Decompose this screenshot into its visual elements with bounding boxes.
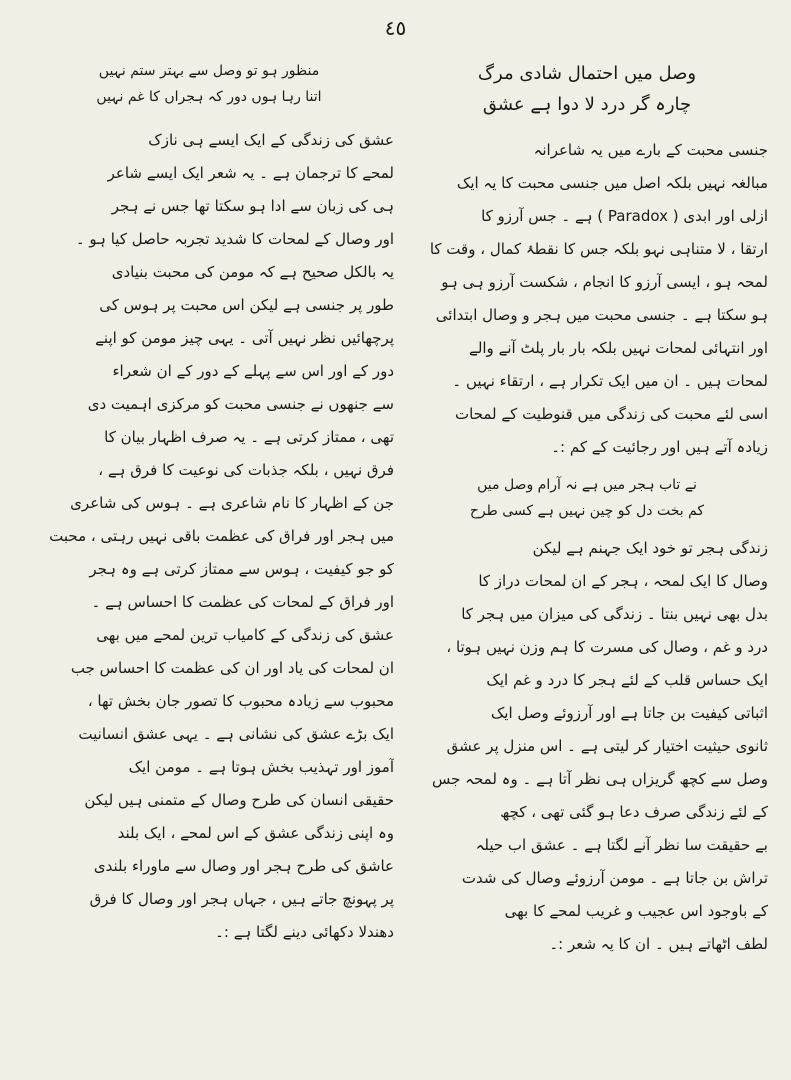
text-line: وصل سے کچھ گریزاں ہی نظر آتا ہے ۔ وہ لمحہ جس bbox=[432, 770, 768, 788]
text-line: یہ بالکل صحیح ہے کہ مومن کی محبت بنیادی bbox=[111, 263, 394, 281]
text-line: ایک حساس قلب کے لئے ہجر کا درد و غم ایک bbox=[486, 671, 768, 689]
text-line: محبوب سے زیادہ محبوب کا تصور جان بخش تھا ، bbox=[87, 692, 394, 710]
text-line: کے باوجود اس عجیب و غریب لمحے کا بھی bbox=[504, 902, 768, 920]
text-line: فرق نہیں ، بلکہ جذبات کی نوعیت کا فرق ہے ، bbox=[98, 461, 394, 479]
couplet-line: اتنا رہا ہوں دور کہ ہجراں کا غم نہیں bbox=[96, 89, 322, 105]
couplet-line: وصل میں احتمال شادی مرگ bbox=[477, 63, 697, 84]
text-line: پر پہونچ جاتے ہیں ، جہاں ہجر اور وصال کا فرق bbox=[89, 890, 394, 908]
couplet-line: چارہ گر درد لا دوا ہے عشق bbox=[482, 94, 692, 115]
couplet-line: نے تاب ہجر میں ہے نہ آرام وصل میں bbox=[477, 477, 697, 493]
text-line: تھی ، ممتاز کرتی ہے ۔ یہ صرف اظہار بیان کا bbox=[104, 428, 394, 446]
text-line: دھندلا دکھائی دینے لگتا ہے :۔ bbox=[215, 923, 394, 941]
text-line: وہ اپنی زندگی عشق کے اس لمحے ، ایک بلند bbox=[117, 824, 394, 842]
text-line: ارتقا ، لا متناہی نہو بلکہ جس کا نقطۂ کمال ، وقت کا bbox=[429, 240, 768, 258]
text-line: ہو سکتا ہے ۔ جنسی محبت میں ہجر و وصال ابتدائی bbox=[435, 306, 768, 324]
text-line: مبالغہ نہیں بلکہ اصل میں جنسی محبت کا یہ ایک bbox=[456, 174, 768, 192]
text-line: ان لمحات کی یاد اور ان کی عظمت کا احساس جب bbox=[70, 659, 394, 677]
text-line: اور انتہائی لمحات نہیں بلکہ بار بار پلٹ آنے والے bbox=[469, 339, 768, 357]
text-line: سے جنھوں نے جنسی محبت کو مرکزی اہمیت دی bbox=[87, 395, 394, 413]
text-line: اسی لئے محبت کی زندگی میں قنوطیت کے لمحات bbox=[455, 405, 768, 423]
text-line: ایک بڑے عشق کی نشانی ہے ۔ یہی عشق انسانیت bbox=[78, 725, 394, 743]
text-line: لمحے کا ترجمان ہے ۔ یہ شعر ایک ایسے شاعر bbox=[107, 164, 394, 182]
right-column bbox=[406, 58, 768, 961]
left-column bbox=[24, 58, 394, 949]
text-line: اور وصال کے لمحات کا شدید تجربہ حاصل کیا ہو ۔ bbox=[75, 230, 394, 248]
text-line: تراش بن جاتا ہے ۔ مومن آرزوئے وصال کی شدت bbox=[461, 869, 768, 887]
text-line: زندگی ہجر تو خود ایک جہنم ہے لیکن bbox=[532, 539, 768, 557]
text-line: لمحہ ہو ، ایسی آرزو کا انجام ، شکست آرزو ہی ہو bbox=[441, 273, 768, 291]
text-line: جن کے اظہار کا نام شاعری ہے ۔ ہوس کی شاعری bbox=[70, 494, 394, 512]
text-line: دور کے اور اس سے پہلے کے دور کے ان شعراء bbox=[112, 362, 394, 380]
text-line: اثباتی کیفیت بن جاتا ہے اور آرزوئے وصل ایک bbox=[490, 704, 768, 722]
text-line: زیادہ آتے ہیں اور رجائیت کے کم :۔ bbox=[551, 438, 768, 456]
text-line: عاشق کی طرح ہجر اور وصال سے ماوراء بلندی bbox=[93, 857, 394, 875]
text-line: ہی کی زبان سے ادا ہو سکتا تھا جس نے ہجر bbox=[111, 197, 394, 215]
text-line: عشق کی زندگی کے کامیاب ترین لمحے میں بھی bbox=[96, 626, 394, 644]
text-line: درد و غم ، وصال کی مسرت کا ہم وزن نہیں ہوتا ، bbox=[446, 638, 768, 656]
text-line: اور فراق کے لمحات کی عظمت کا احساس ہے ۔ bbox=[91, 593, 394, 611]
text-line: میں ہجر اور فراق کی عظمت باقی نہیں رہتی ، محبت bbox=[49, 527, 394, 545]
text-line: بدل بھی نہیں بنتا ۔ زندگی کی میزان میں ہجر کا bbox=[461, 605, 768, 623]
text-line: لطف اٹھاتے ہیں ۔ ان کا یہ شعر :۔ bbox=[549, 935, 768, 953]
text-line: وصال کا ایک لمحہ ، ہجر کے ان لمحات دراز کا bbox=[478, 572, 768, 590]
text-line: عشق کی زندگی کے ایک ایسے ہی نازک bbox=[148, 131, 394, 149]
text-line: کو جو کیفیت ، ہوس سے ممتاز کرتی ہے وہ ہجر bbox=[89, 560, 394, 578]
text-line: لمحات ہیں ۔ ان میں ایک تکرار ہے ، ارتقاء نہیں ۔ bbox=[452, 372, 768, 390]
text-line: طور پر جنسی ہے لیکن اس محبت پر ہوس کی bbox=[99, 296, 394, 314]
couplet-line: کم بخت دل کو چین نہیں ہے کسی طرح bbox=[469, 503, 705, 519]
text-line: کے لئے زندگی صرف دعا ہو گئی تھی ، کچھ bbox=[500, 803, 768, 821]
text-line: جنسی محبت کے بارے میں یہ شاعرانہ bbox=[533, 141, 768, 159]
text-line: ثانوی حیثیت اختیار کر لیتی ہے ۔ اس منزل پر عشق bbox=[446, 737, 768, 755]
text-line: پرچھائیں نظر نہیں آتی ۔ یہی چیز مومن کو اپنے bbox=[95, 329, 394, 347]
page-number: ٤٥ bbox=[384, 16, 407, 40]
couplet-line: منظور ہو تو وصل سے بہتر ستم نہیں bbox=[98, 63, 320, 79]
text-line: ازلی اور ابدی ( Paradox ) ہے ۔ جس آرزو کا bbox=[481, 207, 768, 225]
text-line: بے حقیقت سا نظر آنے لگتا ہے ۔ عشق اب حیلہ bbox=[475, 836, 768, 854]
text-line: حقیقی انسان کی طرح وصال کے متمنی ہیں لیکن bbox=[84, 791, 394, 809]
text-line: آموز اور تہذیب بخش ہوتا ہے ۔ مومن ایک bbox=[128, 758, 394, 776]
